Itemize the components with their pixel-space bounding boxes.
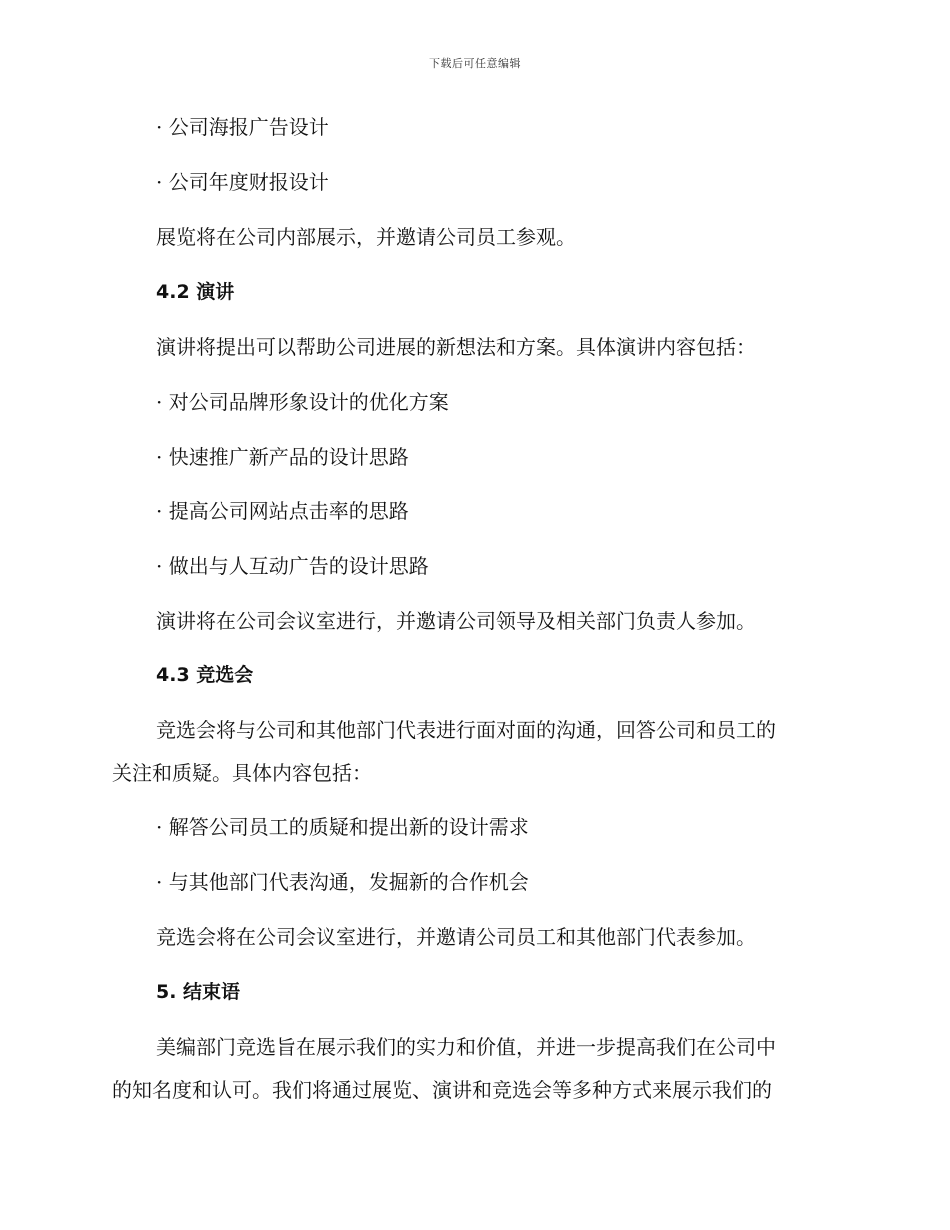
paragraph: 演讲将在公司会议室进行，并邀请公司领导及相关部门负责人参加。 — [156, 609, 756, 633]
list-item: · 快速推广新产品的设计思路 — [156, 445, 409, 469]
list-item: · 解答公司员工的质疑和提出新的设计需求 — [156, 815, 529, 839]
paragraph: 竞选会将与公司和其他部门代表进行面对面的沟通，回答公司和员工的 — [156, 718, 776, 742]
paragraph: 展览将在公司内部展示，并邀请公司员工参观。 — [156, 225, 576, 249]
page-header: 下载后可任意编辑 — [429, 57, 521, 70]
paragraph: 竞选会将在公司会议室进行，并邀请公司员工和其他部门代表参加。 — [156, 925, 756, 949]
list-item: · 公司年度财报设计 — [156, 170, 329, 194]
paragraph: 美编部门竞选旨在展示我们的实力和价值，并进一步提高我们在公司中 — [156, 1035, 776, 1059]
list-item: · 公司海报广告设计 — [156, 115, 329, 139]
section-heading-4-2: 4.2 演讲 — [156, 281, 235, 303]
paragraph-continuation: 的知名度和认可。我们将通过展览、演讲和竞选会等多种方式来展示我们的 — [112, 1078, 772, 1102]
paragraph-continuation: 关注和质疑。具体内容包括： — [112, 761, 372, 785]
list-item: · 做出与人互动广告的设计思路 — [156, 554, 429, 578]
list-item: · 对公司品牌形象设计的优化方案 — [156, 390, 449, 414]
section-heading-4-3: 4.3 竞选会 — [156, 664, 254, 686]
section-heading-5: 5. 结束语 — [156, 981, 241, 1003]
list-item: · 提高公司网站点击率的思路 — [156, 499, 409, 523]
paragraph: 演讲将提出可以帮助公司进展的新想法和方案。具体演讲内容包括： — [156, 335, 756, 359]
list-item: · 与其他部门代表沟通，发掘新的合作机会 — [156, 870, 529, 894]
